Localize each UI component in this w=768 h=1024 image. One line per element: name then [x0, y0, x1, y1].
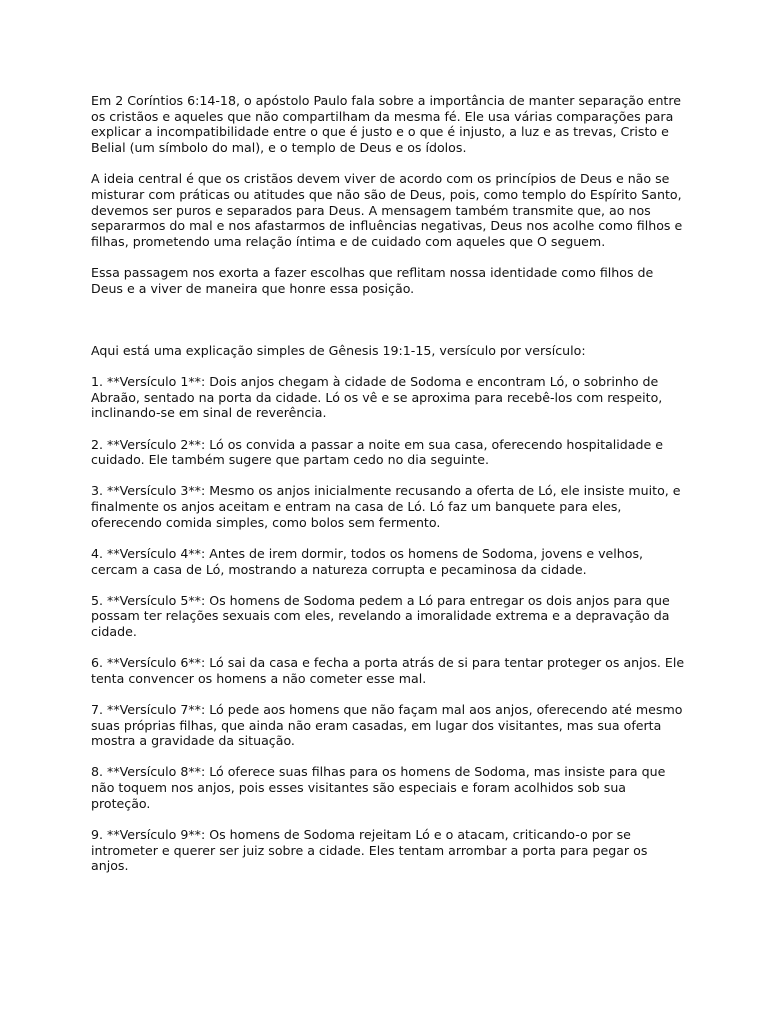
section-gap [91, 312, 687, 343]
intro-paragraph-3: Essa passagem nos exorta a fazer escolhas que reflitam nossa identidade como filhos de Deus e a viver de maneira que honre essa posição. [91, 265, 654, 296]
verse-item-5: 5. **Versículo 5**: Os homens de Sodoma pedem a Ló para entregar os dois anjos para que possam ter relações sexuais com eles, revelando a imoralidade extrema e a depravação da cidade. [91, 592, 670, 639]
intro-paragraph-1: Em 2 Coríntios 6:14-18, o apóstolo Paulo fala sobre a importância de manter separação entre os cristãos e aqueles que não compartilham da mesma fé. Ele usa várias comparações para explicar a incompatibilidade entre o que é justo e o que é injusto, a luz e as trevas, Cristo e Belial (um símbolo do mal), e o templo de Deus e os ídolos. [91, 93, 682, 156]
verse-item-4: 4. **Versículo 4**: Antes de irem dormir, todos os homens de Sodoma, jovens e velhos, cercam a casa de Ló, mostrando a natureza corrupta e pecaminosa da cidade. [91, 545, 644, 577]
verse-item-8: 8. **Versículo 8**: Ló oferece suas filhas para os homens de Sodoma, mas insiste para que não toquem nos anjos, pois esses visitantes são especiais e foram acolhidos sob sua proteção. [91, 764, 666, 811]
section-intro: Aqui está uma explicação simples de Gênesis 19:1-15, versículo por versículo: [91, 342, 586, 358]
verse-item-9: 9. **Versículo 9**: Os homens de Sodoma rejeitam Ló e o atacam, criticando-o por se intrometer e querer ser juiz sobre a cidade. Eles tentam arrombar a porta para pegar os anjos. [91, 826, 648, 874]
verse-item-3: 3. **Versículo 3**: Mesmo os anjos inicialmente recusando a oferta de Ló, ele insiste muito, e finalmente os anjos aceitam e entram na casa de Ló. Ló faz um banquete para eles, oferecendo comida simples, como bolos sem fermento. [91, 483, 681, 530]
document-body [91, 93, 687, 889]
verse-item-6: 6. **Versículo 6**: Ló sai da casa e fecha a porta atrás de si para tentar proteger os anjos. Ele tenta convencer os homens a não cometer esse mal. [91, 655, 685, 686]
verse-item-2: 2. **Versículo 2**: Ló os convida a passar a noite em sua casa, oferecendo hospitalidade e cuidado. Ele também sugere que partam cedo no dia seguinte. [91, 436, 664, 468]
intro-paragraph-2: A ideia central é que os cristãos devem viver de acordo com os princípios de Deus e não se misturar com práticas ou atitudes que não são de Deus, pois, como templo do Espírito Santo, devemos ser puros e separados para Deus. A mensagem também transmite que, ao nos separarmos do mal e nos afastarmos de influências negativas, Deus nos acolhe como filhos e filhas, prometendo uma relação íntima e de cuidado com aqueles que O seguem. [91, 171, 683, 250]
verse-item-7: 7. **Versículo 7**: Ló pede aos homens que não façam mal aos anjos, oferecendo até mesmo suas próprias filhas, que ainda não eram casadas, em lugar dos visitantes, mas sua oferta mostra a gravidade da situação. [91, 701, 683, 749]
verse-item-1: 1. **Versículo 1**: Dois anjos chegam à cidade de Sodoma e encontram Ló, o sobrinho de Abraão, sentado na porta da cidade. Ló os vê e se aproxima para recebê-los com respeito, inclinando-se em sinal de reverência. [91, 374, 663, 421]
